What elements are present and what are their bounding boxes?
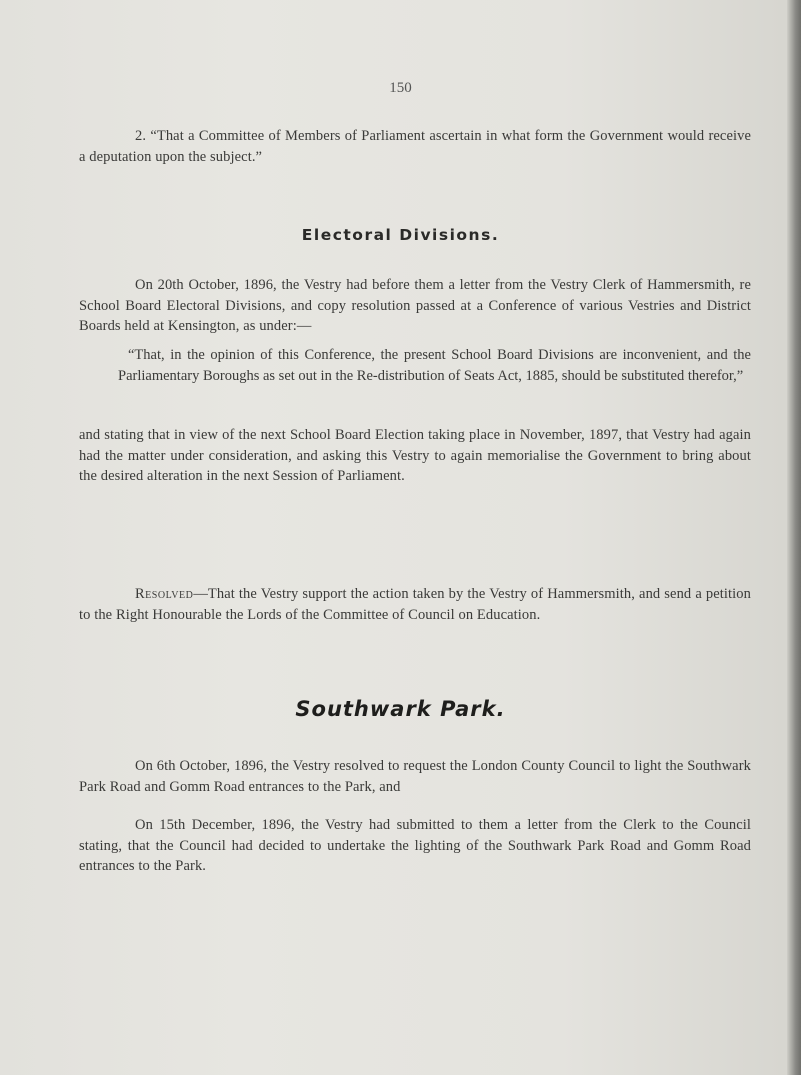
item-number: 2.	[135, 128, 147, 144]
item-text: “That a Committee of Members of Parliament ascertain in what form the Government would receive a deputation upon the subject.”	[79, 128, 751, 165]
section-heading-southwark-park: Southwark Park.	[295, 697, 506, 721]
southwark-paragraph-2: On 15th December, 1896, the Vestry had submitted to them a letter from the Clerk to the Council stating, that the Council had decided to undertake the lighting of the Southwark Park Road and Gomm Road entrances to the Park.	[79, 817, 751, 874]
section-heading-electoral-divisions: Electoral Divisions.	[301, 226, 500, 244]
electoral-paragraph-2: and stating that in view of the next School Board Election taking place in November, 1897, that Vestry had again had the matter under consideration, and asking this Vestry to again memorialise the Government to bring about the desired alteration in the next Session of Parliament.	[79, 427, 751, 484]
electoral-paragraph-1: On 20th October, 1896, the Vestry had before them a letter from the Vestry Clerk of Hammersmith, re School Board Electoral Divisions, and copy resolution passed at a Conference of various Vestries and District Boards held at Kensington, as under:—	[79, 277, 751, 334]
conference-resolution-quote: “That, in the opinion of this Conference, the present School Board Divisions are inconvenient, and the Parliamentary Boroughs as set out in the Re-distribution of Seats Act, 1885, should be substituted therefor,”	[118, 347, 751, 384]
resolved-label: Resolved	[135, 586, 194, 602]
electoral-resolution	[79, 584, 751, 625]
page-number: 150	[389, 80, 412, 96]
page-edge-shadow	[787, 0, 801, 1075]
resolved-text: —That the Vestry support the action taken by the Vestry of Hammersmith, and send a petition to the Right Honourable the Lords of the Committee of Council on Education.	[79, 586, 751, 623]
resolution-item-2	[79, 126, 751, 167]
southwark-paragraph-1: On 6th October, 1896, the Vestry resolved to request the London County Council to light the Southwark Park Road and Gomm Road entrances to the Park, and	[79, 758, 751, 795]
